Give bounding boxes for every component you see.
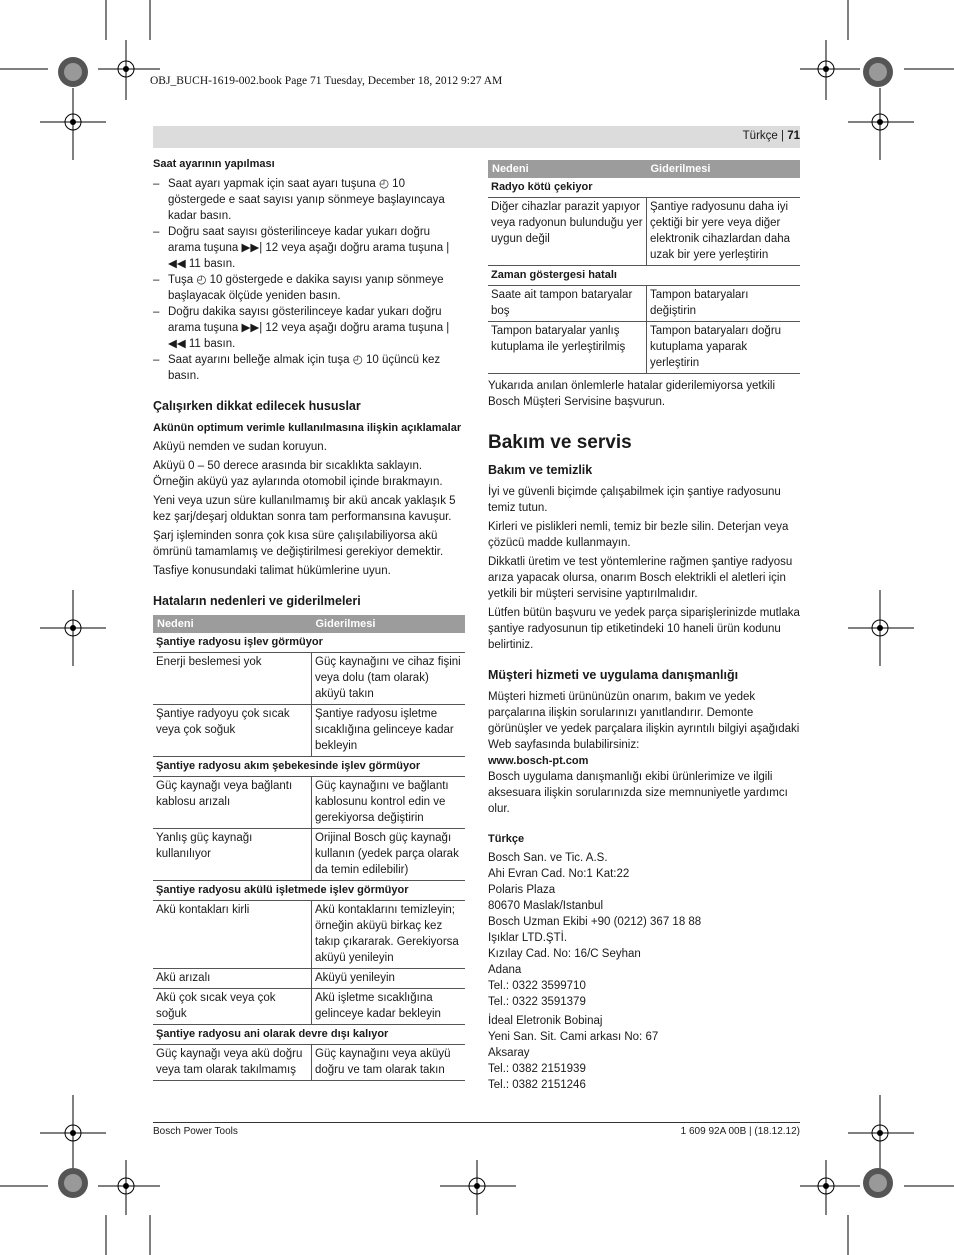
temizlik-paragraph: Kirleri ve pislikleri nemli, temiz bir bezle silin. Deterjan veya çözücü madde kullanmayın.: [488, 521, 789, 549]
address-line: Tel.: 0382 2151246: [488, 1079, 586, 1091]
cause-cell: Güç kaynağı veya bağlantı kablosu arızalı: [153, 777, 312, 829]
table-row: [153, 989, 465, 1025]
address-line: Işıklar LTD.ŞTİ.: [488, 932, 568, 944]
page-header-bar: [153, 126, 800, 148]
table-section-title: Şantiye radyosu akülü işletmede işlev görmüyor: [153, 881, 465, 901]
table-section-row: [488, 266, 800, 286]
table-row: [488, 322, 800, 374]
cause-cell: Akü çok sıcak veya çok soğuk: [153, 989, 312, 1025]
temizlik-paragraph: Dikkatli üretim ve test yöntemlerine rağmen şantiye radyosu arıza yapacak olursa, onarım Bosch elektrikli el aletleri için yetkili bir müşteri servisine yaptırılmalıdır.: [488, 556, 793, 600]
col-nedeni: Nedeni: [488, 160, 647, 178]
address-line: Tel.: 0322 3599710: [488, 980, 586, 992]
remedy-cell: Akü işletme sıcaklığına gelinceye kadar bekleyin: [312, 989, 466, 1025]
table-section-row: [153, 1025, 465, 1045]
temizlik-title: Bakım ve temizlik: [488, 463, 593, 477]
remedy-cell: Güç kaynağını veya aküyü doğru ve tam olarak takın: [312, 1045, 466, 1081]
cause-cell: Güç kaynağı veya akü doğru veya tam olarak takılmamış: [153, 1045, 312, 1081]
address-line: Tel.: 0382 2151939: [488, 1063, 586, 1075]
table-row: [153, 829, 465, 881]
saat-steps: [153, 176, 465, 384]
aku-paragraph: Aküyü nemden ve sudan koruyun.: [153, 441, 327, 453]
footer-right: 1 609 92A 00B | (18.12.12): [680, 1126, 800, 1137]
cause-cell: Akü kontakları kirli: [153, 901, 312, 969]
table-section-title: Radyo kötü çekiyor: [488, 178, 800, 198]
after-table-note: Yukarıda anılan önlemlerle hatalar giderilemiyorsa yetkili Bosch Müşteri Servisine başvurun.: [488, 380, 776, 408]
cause-cell: Saate ait tampon bataryalar boş: [488, 286, 647, 322]
remedy-cell: Tampon bataryaları değiştirin: [647, 286, 801, 322]
remedy-cell: Tampon bataryaları doğru kutuplama yaparak yerleştirin: [647, 322, 801, 374]
table-section-title: Zaman göstergesi hatalı: [488, 266, 800, 286]
temizlik-paragraph: İyi ve güvenli biçimde çalışabilmek için şantiye radyosunu temiz tutun.: [488, 486, 781, 514]
saat-title: Saat ayarının yapılması: [153, 158, 275, 170]
table-row: [153, 653, 465, 705]
table-section-row: [153, 757, 465, 777]
right-column: [488, 160, 800, 1093]
remedy-cell: Orijinal Bosch güç kaynağı kullanın (yedek parça olarak da temin edilebilir): [312, 829, 466, 881]
separator: |: [777, 130, 788, 142]
temizlik-paragraph: Lütfen bütün başvuru ve yedek parça siparişlerinizde mutlaka şantiye radyosunun tip etiketindeki 10 haneli ürün kodunu belirtiniz.: [488, 607, 800, 651]
cause-cell: Akü arızalı: [153, 969, 312, 989]
cause-cell: Yanlış güç kaynağı kullanılıyor: [153, 829, 312, 881]
table-row: [488, 286, 800, 322]
website-link[interactable]: www.bosch-pt.com: [488, 755, 589, 767]
table-row: [153, 901, 465, 969]
table-row: [153, 705, 465, 757]
address-line: Yeni San. Sit. Cami arkası No: 67: [488, 1031, 659, 1043]
troubleshooting-table-left: [153, 615, 465, 1081]
hata-title: Hataların nedenleri ve giderilmeleri: [153, 594, 361, 608]
temizlik-paragraphs: [488, 484, 800, 653]
address-line: Tel.: 0322 3591379: [488, 996, 586, 1008]
address-line: Adana: [488, 964, 522, 976]
turkce-title: Türkçe: [488, 833, 525, 845]
cause-cell: Diğer cihazlar parazit yapıyor veya radyonun bulunduğu yer uygun değil: [488, 198, 647, 266]
address-isiklar: [488, 930, 800, 1010]
address-line: Bosch Uzman Ekibi +90 (0212) 367 18 88: [488, 916, 702, 928]
remedy-cell: Aküyü yenileyin: [312, 969, 466, 989]
saat-step: – Saat ayarını belleğe almak için tuşa ◴ 10 üçüncü kez basın.: [153, 352, 465, 384]
address-line: Ahi Evran Cad. No:1 Kat:22: [488, 868, 630, 880]
table-row: [153, 777, 465, 829]
address-line: Bosch San. ve Tic. A.S.: [488, 852, 608, 864]
address-line: Aksaray: [488, 1047, 530, 1059]
footer-rule: [153, 1122, 800, 1123]
col-giderilmesi: Giderilmesi: [647, 160, 801, 178]
cause-cell: Şantiye radyoyu çok sıcak veya çok soğuk: [153, 705, 312, 757]
saat-step: – Tuşa ◴ 10 göstergede e dakika sayısı yanıp sönmeye başlayacak ölçüde yeniden basın.: [153, 272, 465, 304]
aku-paragraph: Tasfiye konusundaki talimat hükümlerine uyun.: [153, 565, 391, 577]
table-section-title: Şantiye radyosu akım şebekesinde işlev görmüyor: [153, 757, 465, 777]
dikkat-title: Çalışırken dikkat edilecek hususlar: [153, 399, 361, 413]
aku-paragraph: Aküyü 0 – 50 derece arasında bir sıcaklıkta saklayın. Örneğin aküyü yaz aylarında otomobil içinde bırakmayın.: [153, 460, 443, 488]
table-section-row: [153, 633, 465, 653]
footer-left: Bosch Power Tools: [153, 1126, 238, 1137]
book-info-line: OBJ_BUCH-1619-002.book Page 71 Tuesday, December 18, 2012 9:27 AM: [150, 75, 503, 87]
troubleshooting-table-right: [488, 160, 800, 374]
language-label: Türkçe: [742, 130, 778, 142]
page-number: 71: [787, 130, 800, 142]
musteri-title: Müşteri hizmeti ve uygulama danışmanlığı: [488, 668, 739, 682]
table-row: [488, 198, 800, 266]
col-giderilmesi: Giderilmesi: [312, 615, 466, 633]
remedy-cell: Akü kontaklarını temizleyin; örneğin aküyü birkaç kez takıp çıkararak. Gerekiyorsa aküyü yenileyin: [312, 901, 466, 969]
remedy-cell: Güç kaynağını ve bağlantı kablosunu kontrol edin ve gerekiyorsa değiştirin: [312, 777, 466, 829]
address-bosch: [488, 850, 800, 930]
aku-paragraphs: [153, 439, 465, 579]
cause-cell: Enerji beslemesi yok: [153, 653, 312, 705]
left-column: [153, 156, 465, 1081]
aku-paragraph: Şarj işleminden sonra çok kısa süre çalışılabiliyorsa akü ömrünü tamamlamış ve değiştirilmesi gerekiyor demektir.: [153, 530, 444, 558]
remedy-cell: Şantiye radyosunu daha iyi çektiği bir yere veya diğer elektronik cihazlardan daha uzak bir yere yerleştirin: [647, 198, 801, 266]
address-line: Polaris Plaza: [488, 884, 556, 896]
table-section-row: [153, 881, 465, 901]
danisman-paragraph: Bosch uygulama danışmanlığı ekibi ürünlerimize ve ilgili aksesuara ilişkin sorularınızda size memnuniyetle yardımcı olur.: [488, 771, 788, 815]
saat-step: – Doğru saat sayısı gösterilinceye kadar yukarı doğru arama tuşuna ▶▶| 12 veya aşağı doğru arama tuşuna |◀◀ 11 basın.: [153, 224, 465, 272]
table-section-title: Şantiye radyosu işlev görmüyor: [153, 633, 465, 653]
page-header: [743, 130, 800, 142]
col-nedeni: Nedeni: [153, 615, 312, 633]
saat-step: – Doğru dakika sayısı gösterilinceye kadar yukarı doğru arama tuşuna ▶▶| 12 veya aşağı doğru arama tuşuna |◀◀ 11 basın.: [153, 304, 465, 352]
remedy-cell: Şantiye radyosu işletme sıcaklığına gelinceye kadar bekleyin: [312, 705, 466, 757]
saat-step: – Saat ayarı yapmak için saat ayarı tuşuna ◴ 10 göstergede e saat sayısı yanıp sönmeye başlayıncaya kadar basın.: [153, 176, 465, 224]
table-row: [153, 969, 465, 989]
aku-paragraph: Yeni veya uzun süre kullanılmamış bir akü ancak yaklaşık 5 kez şarj/deşarj olduktan sonra tam performansına kavuşur.: [153, 495, 456, 523]
aku-title: Akünün optimum verimle kullanılmasına ilişkin açıklamalar: [153, 422, 462, 434]
table-section-title: Şantiye radyosu ani olarak devre dışı kalıyor: [153, 1025, 465, 1045]
address-line: Kızılay Cad. No: 16/C Seyhan: [488, 948, 641, 960]
address-line: 80670 Maslak/Istanbul: [488, 900, 604, 912]
remedy-cell: Güç kaynağını ve cihaz fişini veya dolu (tam olarak) aküyü takın: [312, 653, 466, 705]
musteri-paragraph: Müşteri hizmeti ürününüzün onarım, bakım ve yedek parçalarına ilişkin sorularınızı yanıtlandırır. Demonte görünüşler ve yedek parçalara ilişkin ayrıntılı bilgiyi aşağıdaki Web sayfasında bulabilirsiniz:: [488, 691, 800, 751]
table-section-row: [488, 178, 800, 198]
section-title-bakim: Bakım ve servis: [488, 432, 632, 453]
address-line: İdeal Eletronik Bobinaj: [488, 1015, 603, 1027]
cause-cell: Tampon bataryalar yanlış kutuplama ile yerleştirilmiş: [488, 322, 647, 374]
address-ideal: [488, 1013, 800, 1093]
table-row: [153, 1045, 465, 1081]
